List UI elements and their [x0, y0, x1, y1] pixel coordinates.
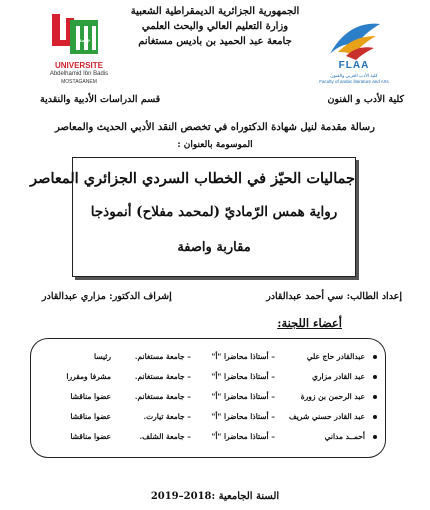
- bullet-icon: [373, 375, 377, 379]
- bullet-icon: [373, 395, 377, 399]
- republic-name: الجمهورية الجزائرية الديمقراطية الشعبية: [130, 6, 300, 17]
- logo-line-2: Abdelhamid Ibn Badis: [49, 71, 109, 77]
- committee-list: [30, 338, 386, 458]
- faculty-subtitle-ar: كلية الأدب العربي والفنون: [330, 73, 378, 78]
- university-logo: [36, 12, 122, 90]
- university-logo-text: [36, 62, 122, 86]
- logo-line-3: MOSTAGANEM: [61, 79, 97, 85]
- bullet-icon: [373, 355, 377, 359]
- member-rank: – أستاذا محاضرا "أ": [211, 412, 275, 421]
- ministry-name: وزارة التعليم العالي والبحث العلمي: [141, 21, 289, 32]
- department-name: قسم الدراسات الأدبية والنقدية: [40, 94, 161, 105]
- member-university: – جامعة مستغانم.: [134, 372, 191, 381]
- thesis-title-box: [30, 157, 356, 277]
- logo-line-1: UNIVERSITE: [54, 61, 103, 70]
- committee-heading: أعضاء اللجنة:: [277, 316, 342, 330]
- committee-row: [31, 409, 387, 425]
- member-role: مشرفا ومقررا: [66, 372, 111, 381]
- member-rank: – أستاذا محاضرا "أ": [211, 392, 275, 401]
- member-role: عضوا مناقشا: [70, 412, 111, 421]
- student-name: إعداد الطالب: سي أحمد عبدالقادر: [266, 291, 402, 302]
- member-name: عبد القادر حسني شريف: [288, 412, 365, 421]
- member-university: – جامعة الشلف.: [139, 432, 191, 441]
- bullet-icon: [373, 435, 377, 439]
- faculty-subtitle-en: Faculty of arabic literature and Arts: [319, 79, 389, 84]
- supervisor-name: إشراف الدكتور: مزاري عبدالقادر: [42, 291, 172, 302]
- bird-icon: [326, 18, 384, 62]
- faculty-name: كلية الأدب و الفنون: [327, 94, 404, 105]
- thesis-title-line-2: رواية همس الرّماديّ (لمحمد مفلاح) أنموذجا: [90, 204, 338, 220]
- thesis-title-line-3: مقاربة واصفة: [177, 240, 251, 255]
- bullet-icon: [373, 415, 377, 419]
- um-monogram-icon: [50, 12, 100, 62]
- committee-row: [31, 349, 387, 365]
- university-name: جامعة عبد الحميد بن باديس مستغانم: [138, 36, 292, 47]
- member-university: – جامعة مستغانم.: [134, 392, 191, 401]
- member-university: – جامعة تيارت.: [143, 412, 191, 421]
- member-name: عبد الرحمن بن زورة: [300, 392, 365, 401]
- thesis-description: رسالة مقدمة لنيل شهادة الدكتوراه في تخصص النقد الأدبي الحديث والمعاصر: [54, 122, 376, 133]
- member-rank: – أستاذا محاضرا "أ": [211, 372, 275, 381]
- member-university: – جامعة مستغانم.: [134, 352, 191, 361]
- member-name: عبدالقادر حاج علي: [306, 352, 365, 361]
- thesis-title-line-1: جماليات الحيّز في الخطاب السردي الجزائري المعاصر: [30, 170, 355, 187]
- member-role: عضوا مناقشا: [70, 432, 111, 441]
- member-rank: – أستاذا محاضرا "أ": [211, 432, 275, 441]
- committee-row: [31, 389, 387, 405]
- faculty-logo-subtitle: [318, 73, 390, 85]
- titled-label: الموسومة بالعنوان :: [177, 140, 253, 150]
- member-rank: – أستاذا محاضرا "أ": [211, 352, 275, 361]
- svg-text:جامعة: جامعة: [75, 37, 91, 44]
- member-name: أحمــد مداني: [324, 432, 365, 441]
- committee-row: [31, 369, 387, 385]
- faculty-logo: [318, 18, 390, 92]
- faculty-acronym: FLAA: [338, 60, 370, 71]
- academic-year: السنة الجامعية :2018–2019: [150, 491, 280, 502]
- member-role: رئيسا: [94, 352, 111, 361]
- member-name: عبد القادر مزاري: [311, 372, 365, 381]
- member-role: عضوا مناقشا: [70, 392, 111, 401]
- committee-row: [31, 429, 387, 445]
